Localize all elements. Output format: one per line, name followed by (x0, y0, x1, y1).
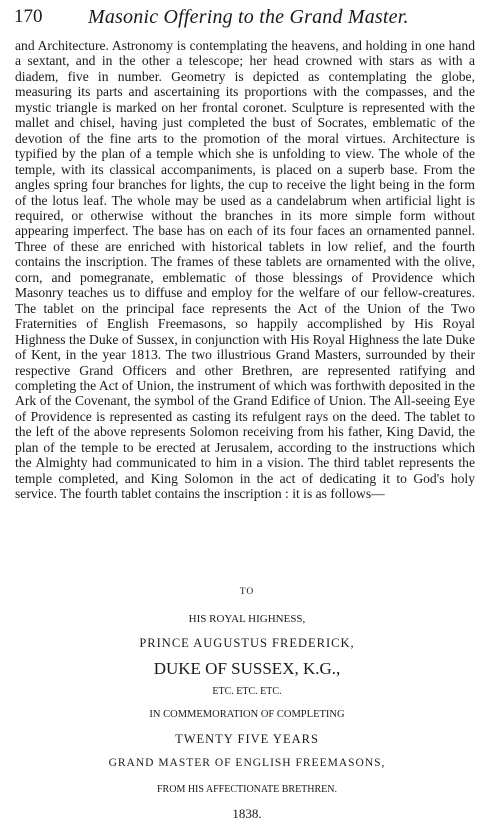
inscription-his-royal-highness: HIS ROYAL HIGHNESS, (188, 613, 306, 625)
inscription-grand-master: GRAND MASTER OF ENGLISH FREEMASONS, (108, 757, 386, 769)
running-title: Masonic Offering to the Grand Master. (88, 6, 409, 28)
page-header (14, 6, 482, 32)
inscription-twenty-five-years: TWENTY FIVE YEARS (175, 732, 319, 746)
inscription-from-brethren: FROM HIS AFFECTIONATE BRETHREN. (156, 784, 338, 795)
body-paragraph: and Architecture. Astronomy is contemplating the heavens, and holding in one hand a sextant, and in the other a telescope; her head crowned with stars as with a diadem, five in number. Geometry is depicted as contemplating the globe, measuring its parts and ascertaining its proportions with the compasses, and the mystic triangle is marked on her frontal coronet. Sculpture is represented with the mallet and chisel, having just completed the bust of Socrates, emblematic of the devotion of the fine arts to the promotion of the moral virtues. Architecture is typified by the plan of a temple which she is unfolding to view. The whole of the temple, with its classical accompaniments, is placed on a superb base. From the angles spring four branches for lights, the cup to receive the light being in the form of the lotus leaf. The whole may be used as a candelabrum when artificial light is required, or otherwise without the branches in its more simple form without appearing imperfect. The base has on each of its four faces an ornamented pannel. Three of these are enriched with historical tablets in low relief, and the fourth contains the inscription. The frames of these tablets are ornamented with the olive, corn, and pomegranate, emblematic of those blessings of Providence which Masonry teaches us to diffuse and employ for the welfare of our fellow-creatures. The tablet on the principal face represents the Act of the Union of the Two Fraternities of English Freemasons, so happily accomplished by His Royal Highness the Duke of Sussex, in conjunction with His Royal Highness the late Duke of Kent, in the year 1813. The two illustrious Grand Masters, surrounded by their respective Grand Officers and other Brethren, are represented ratifying and completing the Act of Union, the instrument of which was forthwith deposited in the Ark of the Covenant, the symbol of the Grand Edifice of Union. The All-seeing Eye of Providence is represented as casting its refulgent rays on the deed. The tablet to the left of the above represents Solomon receiving from his father, King David, the plan of the temple to be erected at Jerusalem, according to the instructions which the Almighty had communicated to him in a vision. The third tablet represents the temple completed, and King Solomon in the act of dedicating it to God's holy service. The fourth tablet contains the inscription : it is as follows— (15, 38, 475, 502)
inscription-year: 1838. (232, 806, 262, 821)
inscription-to: TO (239, 587, 255, 597)
body-text (15, 38, 475, 502)
inscription-prince-name: PRINCE AUGUSTUS FREDERICK, (139, 636, 355, 650)
inscription-etc: ETC. ETC. ETC. (212, 686, 282, 697)
inscription-commemoration: IN COMMEMORATION OF COMPLETING (149, 709, 345, 720)
inscription-duke-title: DUKE OF SUSSEX, K.G., (153, 659, 341, 678)
page-number: 170 (14, 6, 43, 27)
